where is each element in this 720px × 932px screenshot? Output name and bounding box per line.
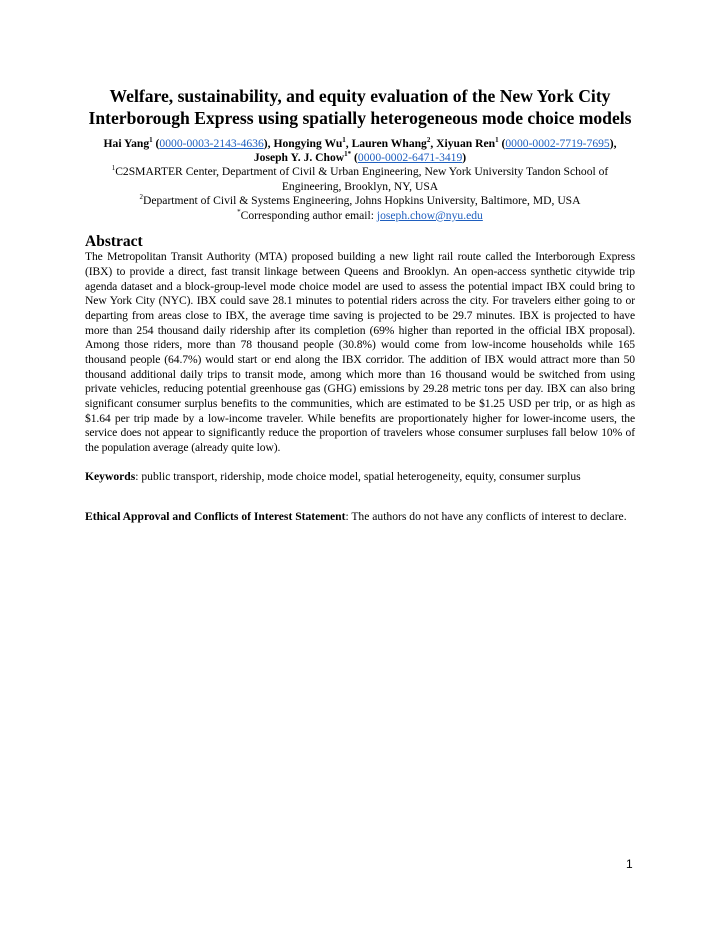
keywords-text: : public transport, ridership, mode choice model, spatial heterogeneity, equity, consumer surplus [135,469,581,483]
author-name: Hai Yang [103,137,150,150]
orcid-link[interactable]: 0000-0003-2143-4636 [159,137,264,150]
author-list: Hai Yang$^1$ (0000-0003-2143-4636), Hongying Wu$^1$, Lauren Whang$^2$, Xiyuan Ren$^1$ (0000-0002-7719-7695), Joseph Y. J. Chow$^{1*}$ (0000-0002-6471-3419) [103,136,617,164]
keywords [85,470,635,485]
paper-first-page [85,85,635,525]
affiliation: $^1$C2SMARTER Center, Department of Civil & Urban Engineering, New York University Tandon School of Engineering, Brooklyn, NY, USA [111,164,609,193]
author-name: Xiyuan Ren [436,137,496,150]
abstract-heading: Abstract [85,233,143,251]
author-name: Joseph Y. J. Chow [253,151,345,164]
ethics-label: Ethical Approval and Conflicts of Interest Statement [85,510,346,524]
email-link[interactable]: joseph.chow@nyu.edu [376,208,483,222]
paper-title: Welfare, sustainability, and equity evaluation of the New York City Interborough Express using spatially heterogeneous mode choice models [88,86,632,128]
corresponding-author: *Corresponding author email: joseph.chow@nyu.edu [237,207,483,222]
ethics-text: : The authors do not have any conflicts of interest to declare. [345,510,627,524]
ethics-statement [85,510,635,525]
abstract-text: The Metropolitan Transit Authority (MTA) proposed building a new light rail route called the Interborough Express (IBX) to provide a direct, fast transit linkage between Queens and Brooklyn. An open-access synthetic citywide trip agenda dataset and a block-group-level mode choice model are used to assess the potential impact IBX could bring to New York City (NYC). IBX could save 28.1 minutes to potential riders across the city. For travelers either going to or departing from areas close to IBX, the average time saving is projected to be 29.7 minutes. IBX is projected to have more than 254 thousand daily ridership after its completion (69% higher than reported in the official IBX proposal). Among those riders, more than 78 thousand people (30.8%) would come from low-income households while 165 thousand people (64.7%) would start or end along the IBX corridor. The addition of IBX would attract more than 50 thousand additional daily trips to transit mode, among which more than 16 thousand would be switched from using private vehicles, reducing potential greenhouse gas (GHG) emissions by 29.28 metric tons per day. IBX can also bring significant consumer surplus benefits to the communities, which are estimated to be $1.25 USD per trip, or as high as $1.64 per trip made by a low-income traveler. While benefits are proportionately higher for lower-income users, the service does not appear to significantly reduce the proportion of travelers whose consumer surpluses fall below 10% of the population average (already quite low). [85,250,635,454]
keywords-label: Keywords [85,469,136,483]
affiliation: $^2$Department of Civil & Systems Engineering, Johns Hopkins University, Baltimore, MD, USA [139,193,581,208]
orcid-link[interactable]: 0000-0002-6471-3419 [357,151,463,164]
author-name: Hongying Wu [273,137,343,150]
author-name: Lauren Whang [351,137,427,150]
page-number: 1 [626,857,633,871]
orcid-link[interactable]: 0000-0002-7719-7695 [505,137,610,150]
